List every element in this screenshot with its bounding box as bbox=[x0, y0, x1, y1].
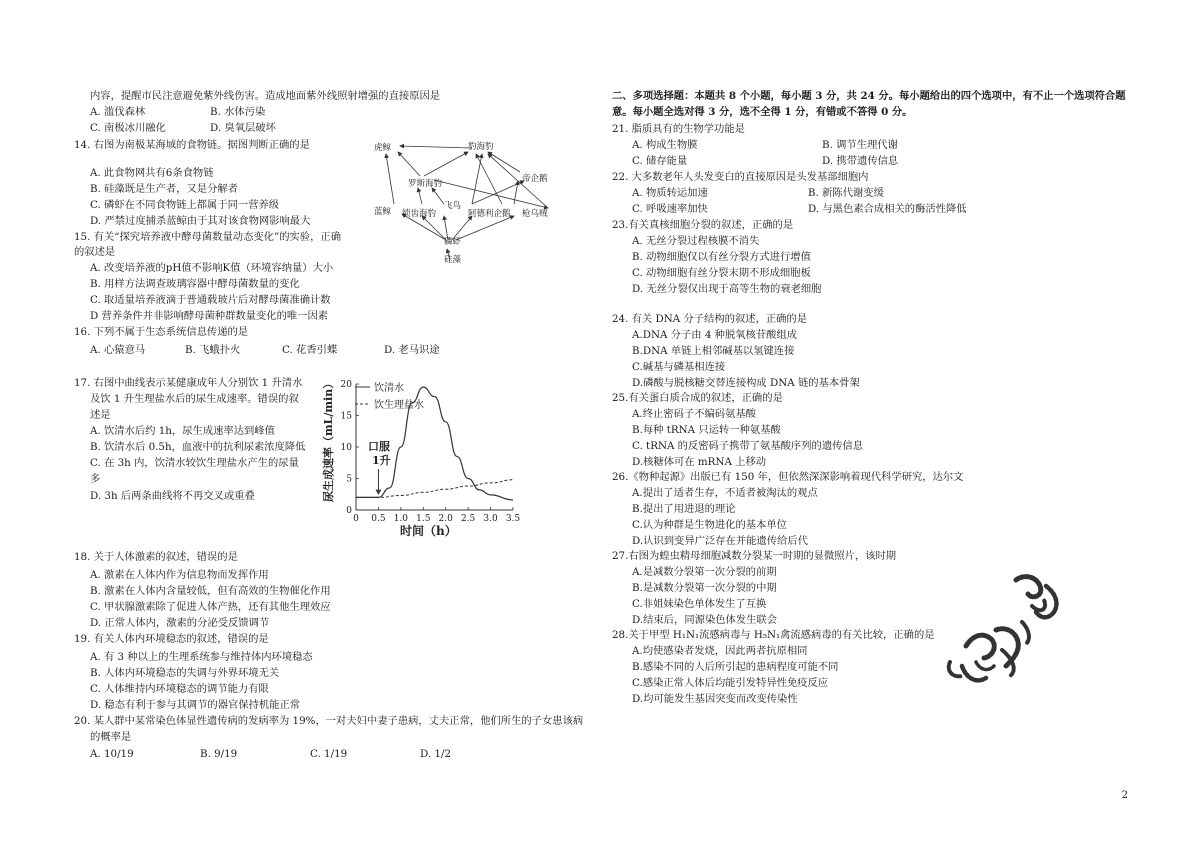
q21-stem: 21. 脂质具有的生物学功能是 bbox=[612, 123, 745, 135]
q17-option-c: C. 在 3h 内，饮清水较饮生理盐水产生的尿量 bbox=[90, 457, 299, 469]
q17-stem-3: 述是 bbox=[90, 409, 111, 421]
q27-option-b: B.是减数分裂第一次分裂的中期 bbox=[632, 582, 777, 594]
chart-x-tick-label: 3.5 bbox=[505, 514, 521, 524]
chart-annotation-2: 1升 bbox=[372, 454, 391, 467]
q27-option-c: C.非姐妹染色单体发生了互换 bbox=[632, 598, 767, 610]
q19-option-b: B. 人体内环境稳态的失调与外界环境无关 bbox=[90, 667, 280, 679]
q17-option-b: B. 饮清水后 0.5h，血液中的抗利尿素浓度降低 bbox=[90, 441, 306, 453]
q14-option-b: B. 硅藻既是生产者，又是分解者 bbox=[90, 183, 238, 195]
q18-option-c: C. 甲状腺激素除了促进人体产热，还有其他生理效应 bbox=[90, 601, 331, 613]
q28-option-a: A.均使感染者发烧，因此两者抗原相同 bbox=[632, 645, 808, 657]
q27-option-d: D.结束后，同源染色体发生联会 bbox=[632, 614, 778, 626]
node-emperor-penguin: 帝企鹅 bbox=[522, 174, 548, 184]
chart-x-tick-label: 2.0 bbox=[438, 514, 453, 524]
q23-option-a: A. 无丝分裂过程核膜不消失 bbox=[632, 235, 760, 247]
q26-option-b: B.提出了用进退的理论 bbox=[632, 503, 736, 515]
chart-y-tick-label: 5 bbox=[346, 474, 352, 485]
q19-option-d: D. 稳态有利于参与其调节的器官保持机能正常 bbox=[90, 699, 301, 711]
q26-stem: 26.《物种起源》出版已有 150 年，但依然深深影响着现代科学研究，达尔文 bbox=[612, 471, 964, 483]
q20-option-b: B. 9/19 bbox=[200, 748, 238, 760]
q13-option-b: B. 水体污染 bbox=[210, 106, 266, 118]
chart-x-tick-label: 3.0 bbox=[483, 514, 498, 524]
q24-option-c: C.碱基与磷基相连接 bbox=[632, 361, 726, 373]
chart-x-tick-label: 0.5 bbox=[371, 514, 386, 524]
q20-stem-2: 的概率是 bbox=[90, 731, 132, 743]
q16-option-b: B. 飞蛾扑火 bbox=[185, 344, 241, 356]
food-web-diagram bbox=[372, 136, 584, 266]
chart-y-tick-label: 10 bbox=[340, 443, 352, 453]
q23-option-b: B. 动物细胞仅以有丝分裂方式进行增值 bbox=[632, 251, 811, 263]
node-krill: 磷虾 bbox=[444, 237, 462, 247]
q24-option-d: D.磷酸与脱核糖交替连接构成 DNA 链的基本骨架 bbox=[632, 377, 860, 389]
chart-x-tick-label: 1.5 bbox=[416, 514, 431, 524]
chart-y-tick-label: 0 bbox=[346, 506, 352, 516]
q25-option-b: B.每种 tRNA 只运转一种氨基酸 bbox=[632, 424, 781, 436]
node-ross-seal: 罗斯海豹 bbox=[408, 179, 443, 189]
q19-option-c: C. 人体维持内环境稳态的调节能力有限 bbox=[90, 683, 269, 695]
q26-option-c: C.认为种群是生物进化的基本单位 bbox=[632, 519, 787, 531]
q21-option-d: D. 携带遗传信息 bbox=[822, 155, 899, 167]
q17-option-d: D. 3h 后两条曲线将不再交叉或重叠 bbox=[90, 490, 255, 502]
q20-option-c: C. 1/19 bbox=[310, 748, 348, 760]
chart-y-tick-label: 15 bbox=[340, 411, 352, 422]
q20-option-a: A. 10/19 bbox=[90, 748, 134, 760]
q15-option-c: C. 取适量培养液滴于普通载玻片后对酵母菌准确计数 bbox=[90, 294, 331, 306]
urine-rate-chart bbox=[318, 372, 526, 542]
q13-option-c: C. 南极冰川融化 bbox=[90, 122, 166, 134]
q19-option-a: A. 有 3 种以上的生理系统参与维持体内环境稳态 bbox=[90, 651, 313, 663]
q22-stem: 22. 大多数老年人头发变白的直接原因是头发基部细胞内 bbox=[612, 171, 869, 183]
q15-option-a: A. 改变培养液的pH值不影响K值（环境容纳量）大小 bbox=[90, 262, 334, 274]
q13-stem-cont: 内容，提醒市民注意避免紫外线伤害。造成地面紫外线照射增强的直接原因是 bbox=[90, 90, 441, 102]
q22-option-b: B. 新陈代谢变缓 bbox=[808, 187, 884, 199]
q20-option-d: D. 1/2 bbox=[420, 748, 452, 760]
legend-series-2: 饮生理盐水 bbox=[374, 400, 424, 411]
q23-option-c: C. 动物细胞有丝分裂末期不形成细胞板 bbox=[632, 267, 811, 279]
chromosome-micrograph bbox=[936, 566, 1076, 696]
q28-option-b: B.感染不同的人后所引起的患病程度可能不同 bbox=[632, 661, 839, 673]
q15-stem-2: 的叙述是 bbox=[74, 246, 116, 258]
chart-x-tick-label: 2.5 bbox=[460, 514, 476, 524]
q24-stem: 24. 有关 DNA 分子结构的叙述，正确的是 bbox=[612, 313, 808, 325]
q15-option-b: B. 用样方法调查玻璃容器中酵母菌数量的变化 bbox=[90, 278, 300, 290]
node-adelie-penguin: 阿德利企鹅 bbox=[468, 209, 511, 219]
q14-option-c: C. 磷虾在不同食物链上都属于同一营养级 bbox=[90, 199, 280, 211]
intake-arrow-head bbox=[375, 490, 381, 495]
q27-stem: 27.右图为蝗虫精母细胞减数分裂某一时期的显微照片，该时期 bbox=[612, 550, 897, 562]
q24-option-b: B.DNA 单链上相邻碱基以氢键连接 bbox=[632, 345, 795, 357]
q17-option-c-cont: 多 bbox=[90, 473, 101, 485]
chart-x-tick-label: 1.0 bbox=[393, 514, 409, 524]
chart-x-label: 时间（h） bbox=[400, 524, 457, 538]
q23-stem: 23.有关真核细胞分裂的叙述，正确的是 bbox=[612, 219, 794, 231]
page-number: 2 bbox=[1121, 790, 1128, 801]
q28-stem: 28.关于甲型 H₁N₁流感病毒与 H₅N₁禽流感病毒的有关比较，正确的是 bbox=[612, 629, 935, 641]
q26-option-d: D.认识到变异广泛存在并能遗传给后代 bbox=[632, 535, 808, 547]
q14-option-d: D. 严禁过度捕杀蓝鲸由于其对该食物网影响最大 bbox=[90, 215, 311, 227]
q22-option-c: C. 呼吸速率加快 bbox=[632, 203, 708, 215]
node-orca: 虎鲸 bbox=[374, 143, 392, 153]
q16-stem: 16. 下列不属于生态系统信息传递的是 bbox=[74, 326, 249, 338]
chart-y-tick-label: 20 bbox=[340, 380, 352, 390]
node-diatom: 硅藻 bbox=[444, 255, 462, 265]
q14-option-a: A. 此食物网共有6条食物链 bbox=[90, 167, 214, 179]
node-bird: 飞鸟 bbox=[444, 201, 462, 211]
q18-stem: 18. 关于人体激素的叙述，错误的是 bbox=[74, 551, 238, 563]
node-crabeater-seal: 锁齿海豹 bbox=[402, 209, 437, 219]
q14-stem: 14. 右图为南极某海域的食物链。据图判断正确的是 bbox=[74, 139, 310, 151]
q27-option-a: A.是减数分裂第一次分裂的前期 bbox=[632, 566, 777, 578]
q21-option-b: B. 调节生理代谢 bbox=[822, 139, 898, 151]
q22-option-d: D. 与黑色素合成相关的酶活性降低 bbox=[808, 203, 967, 215]
section-title-1: 二、多项选择题：本题共 8 个小题，每小题 3 分，共 24 分。每小题给出的四个选项中，有不止一个选项符合题 bbox=[612, 90, 1126, 102]
section-title-2: 意。每小题全选对得 3 分，选不全得 1 分，有错或不答得 0 分。 bbox=[612, 106, 913, 118]
q16-option-a: A. 心猿意马 bbox=[90, 344, 146, 356]
q23-option-d: D. 无丝分裂仅出现于高等生物的衰老细胞 bbox=[632, 283, 822, 295]
q18-option-d: D. 正常人体内，激素的分泌受反馈调节 bbox=[90, 617, 270, 629]
chart-x-tick-label: 0 bbox=[353, 514, 359, 524]
q28-option-d: D.均可能发生基因突变而改变传染性 bbox=[632, 693, 798, 705]
q18-option-a: A. 激素在人体内作为信息物而发挥作用 bbox=[90, 569, 269, 581]
q15-stem-1: 15. 有关“探究培养液中酵母菌数量动态变化”的实验，正确 bbox=[74, 231, 342, 243]
q17-stem-1: 17. 右图中曲线表示某健康成年人分别饮 1 升清水 bbox=[74, 377, 303, 389]
q28-option-c: C.感染正常人体后均能引发特异性免疫反应 bbox=[632, 677, 829, 689]
node-squid: 枪乌贼 bbox=[522, 209, 548, 219]
legend-series-1: 饮清水 bbox=[374, 383, 404, 394]
q13-option-a: A. 滥伐森林 bbox=[90, 106, 146, 118]
q25-option-d: D.核糖体可在 mRNA 上移动 bbox=[632, 456, 767, 468]
q17-stem-2: 及饮 1 升生理盐水后的尿生成速率。错误的叙 bbox=[90, 393, 299, 405]
q15-option-d: D 营养条件并非影响酵母菌种群数量变化的唯一因素 bbox=[90, 310, 329, 322]
q25-option-a: A.终止密码子不编码氨基酸 bbox=[632, 408, 756, 420]
q18-option-b: B. 激素在人体内含量较低，但有高效的生物催化作用 bbox=[90, 585, 331, 597]
q24-option-a: A.DNA 分子由 4 种脱氧核苷酸组成 bbox=[632, 329, 798, 341]
q19-stem: 19. 有关人体内环境稳态的叙述，错误的是 bbox=[74, 633, 269, 645]
q25-option-c: C. tRNA 的反密码子携带了氨基酸序列的遗传信息 bbox=[632, 440, 864, 452]
node-blue-whale: 蓝鲸 bbox=[374, 207, 392, 217]
q26-option-a: A.提出了适者生存，不适者被淘汰的观点 bbox=[632, 487, 818, 499]
q16-option-d: D. 老马识途 bbox=[384, 344, 440, 356]
q16-option-c: C. 花香引蝶 bbox=[282, 344, 338, 356]
q17-option-a: A. 饮清水后约 1h，尿生成速率达到峰值 bbox=[90, 425, 275, 437]
node-leopard-seal: 豹海豹 bbox=[468, 142, 494, 152]
q21-option-c: C. 储存能量 bbox=[632, 155, 688, 167]
q21-option-a: A. 构成生物膜 bbox=[632, 139, 698, 151]
chart-annotation-1: 口服 bbox=[368, 440, 390, 453]
q13-option-d: D. 臭氧层破坏 bbox=[210, 122, 276, 134]
q22-option-a: A. 物质转运加速 bbox=[632, 187, 708, 199]
q25-stem: 25.有关蛋白质合成的叙述，正确的是 bbox=[612, 392, 783, 404]
chart-y-label: 尿生成速率（mL/min） bbox=[322, 377, 335, 502]
q20-stem-1: 20. 某人群中某常染色体显性遗传病的发病率为 19%，一对夫妇中妻子患病，丈夫正常，他们所生的子女患该病 bbox=[74, 715, 584, 727]
